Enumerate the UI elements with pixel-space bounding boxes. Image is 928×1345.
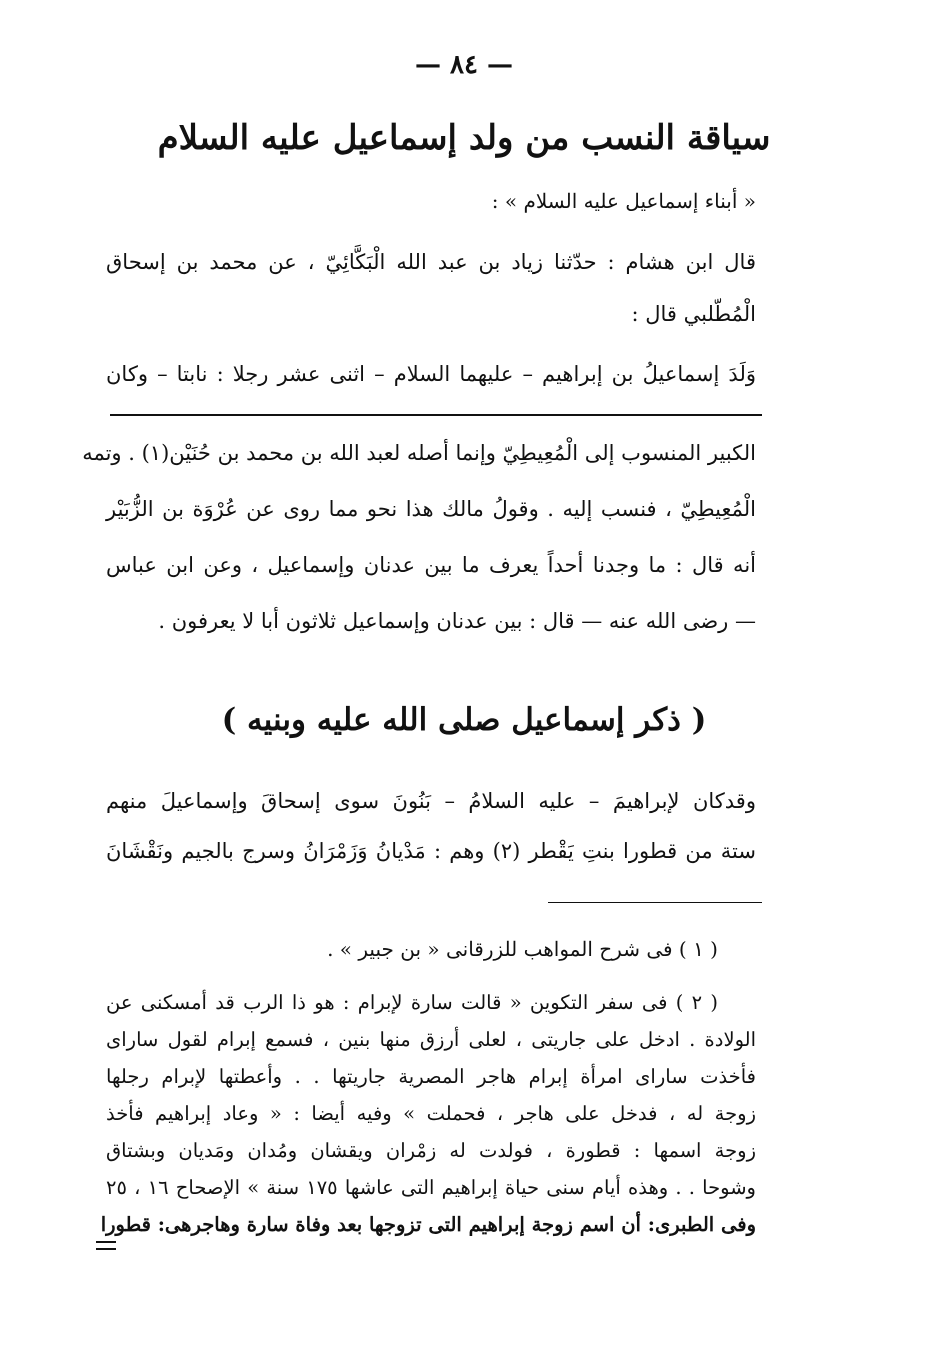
body-line: وقدكان لإبراهيمَ – عليه السلامُ – بَنُونَ سوى إسحاقَ وإسماعيلَ منهم — [106, 789, 756, 813]
footnote-2-line: ( ٢ ) فى سفر التكوين « قالت سارة لإبرام : هو ذا الرب قد أمسكنى عن — [106, 991, 718, 1014]
section-divider — [110, 414, 762, 416]
note-line: أنه قال : ما وجدنا أحداً يعرف ما بين عدنان وإسماعيل ، وعن ابن عباس — [106, 553, 756, 577]
footnote-2-line: زوجة اسمها : قطورة ، فولدت له زمْران ويقشان ومُدان ومَديان وبشتاق — [106, 1139, 756, 1162]
page-number: — ٨٤ — — [414, 50, 514, 80]
footnote-2-line: زوجة له ، فدخل على هاجر ، فحملت » وفيه أيضا : « وعاد إبراهيم فأخذ — [106, 1102, 756, 1125]
section-title-lineage: سياقة النسب من ولد إسماعيل عليه السلام — [157, 118, 771, 158]
section-title-ismail-and-sons: ( ذكر إسماعيل صلى الله عليه وبنيه ) — [221, 702, 707, 738]
body-line: ستة من قطورا بنتِ يَقْطر (٢) وهم : مَدْيانُ وَزَمْرَانُ وسرج بالجيم ونَقْشَانَ — [106, 839, 756, 863]
footnote-separator — [548, 902, 762, 903]
continuation-mark — [96, 1241, 116, 1250]
note-line: الْمُعِيطِيّ ، فنسب إليه . وقولُ مالك هذا نحو مما روى عن عُرْوَة بن الزُّبَيْر — [106, 497, 756, 521]
body-line: وَلَدَ إسماعيلُ بن إبراهيم – عليهما السلام – اثنى عشر رجلا : نابتا – وكان — [106, 362, 756, 386]
note-line: — رضى الله عنه — قال : بين عدنان وإسماعيل ثلاثون أبا لا يعرفون . — [158, 609, 756, 633]
footnote-2-line: وفى الطبرى: أن اسم زوجة إبراهيم التى تزوجها بعد وفاة سارة وهاجرهى: قطورا — [100, 1213, 756, 1236]
body-line: الْمُطّلبي قال : — [631, 302, 756, 326]
subheading-sons-of-ismail: « أبناء إسماعيل عليه السلام » : — [491, 189, 756, 213]
footnote-1: ( ١ ) فى شرح المواهب للزرقانى « بن جبير » . — [327, 937, 718, 961]
footnote-2-line: وشوحا . . وهذه أيام سنى حياة إبراهيم التى عاشها ١٧٥ سنة » الإصحاح ١٦ ، ٢٥ — [106, 1176, 756, 1199]
footnote-2-line: الولادة . ادخل على جاريتى ، لعلى أرزق منها بنين ، فسمع إبرام لقول ساراى — [106, 1028, 756, 1051]
footnote-2-line: فأخذت ساراى امرأة إبرام هاجر المصرية جاريتها . . وأعطتها لإبرام رجلها — [106, 1065, 756, 1088]
body-line: قال ابن هشام : حدّثنا زياد بن عبد الله الْبَكَّائِيّ ، عن محمد بن إسحاق — [106, 250, 756, 274]
note-line: الكبير المنسوب إلى الْمُعِيطِيّ وإنما أصله لعبد الله بن محمد بن حُنَيْن(١) . وتمه — [82, 441, 756, 465]
